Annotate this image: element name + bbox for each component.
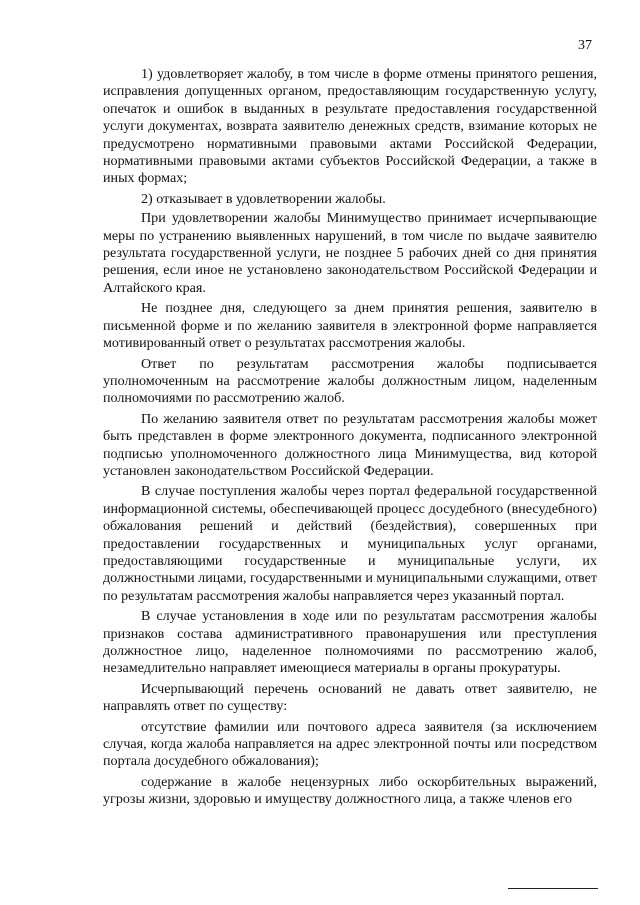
paragraph: При удовлетворении жалобы Минимущество принимает исчерпывающие меры по устранению выявленных нарушений, в том числе по выдаче заявителю результата государственной услуги, не позднее 5 рабочих дней со дня принятия решения, если иное не установлено законодательством Российской Федерации и Алтайского края. bbox=[103, 210, 597, 296]
paragraph: Не позднее дня, следующего за днем принятия решения, заявителю в письменной форме и по желанию заявителя в электронной форме направляется мотивированный ответ о результатах рассмотрения жалобы. bbox=[103, 300, 597, 352]
paragraph: В случае установления в ходе или по результатам рассмотрения жалобы признаков состава административного правонарушения или преступления должностное лицо, наделенное полномочиями по рассмотрению жалоб, незамедлительно направляет имеющиеся материалы в органы прокуратуры. bbox=[103, 608, 597, 677]
paragraph: В случае поступления жалобы через портал федеральной государственной информационной системы, обеспечивающей процесс досудебного (внесудебного) обжалования решений и действий (бездействия), совершенных при предоставлении государственных и муниципальных услуг органами, предоставляющими государственные и муниципальные услуги, их должностными лицами, государственными и муниципальными служащими, ответ по результатам рассмотрения жалобы направляется через указанный портал. bbox=[103, 483, 597, 604]
paragraph: отсутствие фамилии или почтового адреса заявителя (за исключением случая, когда жалоба направляется на адрес электронной почты или посредством портала досудебного обжалования); bbox=[103, 718, 597, 770]
paragraph: По желанию заявителя ответ по результатам рассмотрения жалобы может быть представлен в форме электронного документа, подписанного электронной подписью уполномоченного должностного лица Минимущества, вид которой установлен законодательством Российской Федерации. bbox=[103, 410, 597, 479]
paragraph: 1) удовлетворяет жалобу, в том числе в форме отмены принятого решения, исправления допущенных органом, предоставляющим государственную услугу, опечаток и ошибок в выданных в результате предоставления государственной услуги документах, возврата заявителю денежных средств, взимание которых не предусмотрено нормативными правовыми актами Российской Федерации, нормативными правовыми актами субъектов Российской Федерации, а также в иных формах; bbox=[103, 66, 597, 187]
footer-rule bbox=[508, 888, 598, 889]
page-number: 37 bbox=[578, 38, 592, 53]
body-text bbox=[103, 66, 597, 812]
paragraph: 2) отказывает в удовлетворении жалобы. bbox=[141, 190, 386, 207]
paragraph: содержание в жалобе нецензурных либо оскорбительных выражений, угрозы жизни, здоровью и имуществу должностного лица, а также членов его bbox=[103, 773, 597, 808]
paragraph: Ответ по результатам рассмотрения жалобы подписывается уполномоченным на рассмотрение жалобы должностным лицом, наделенным полномочиями по рассмотрению жалоб. bbox=[103, 355, 597, 407]
paragraph: Исчерпывающий перечень оснований не давать ответ заявителю, не направлять ответ по существу: bbox=[103, 680, 597, 715]
